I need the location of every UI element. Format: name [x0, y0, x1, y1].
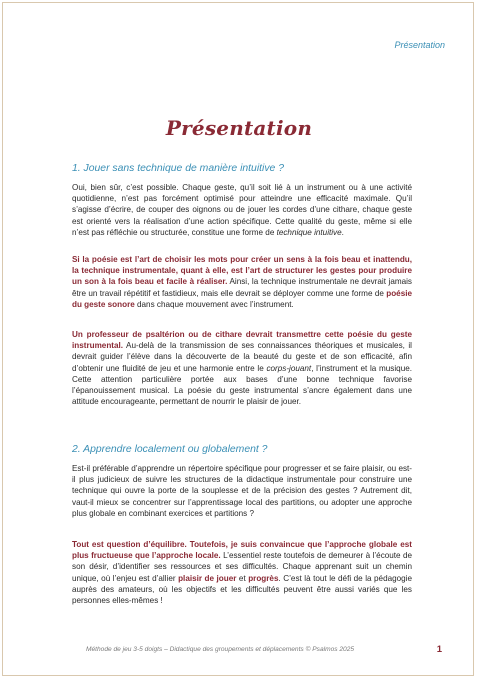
paragraph-text: L’essentiel reste toutefois de demeurer à l’écoute de son désir, d’identifier ses ressources et ses difficultés. Chaque apprenant suit un chemin unique, où l’enjeu est d’allier — [72, 551, 413, 583]
paragraph-text: et — [236, 573, 249, 583]
paragraph-text: dans chaque mouvement avec l’instrument. — [134, 299, 294, 309]
paragraph-text: Au-delà de la transmission de ses connaissances théoriques et musicales, il devrait guider l’élève dans la découverte de la beauté du geste et de son efficacité, afin d’obtenir une fluidité de jeu et une harmonie entre le — [72, 341, 412, 373]
section-heading-2: 2. Apprendre localement ou globalement ? — [72, 444, 268, 455]
paragraph-1-2 — [72, 254, 412, 310]
italic-term: technique intuitive — [276, 227, 342, 237]
highlight-text: progrès — [248, 573, 279, 583]
section-heading-1: 1. Jouer sans technique de manière intuitive ? — [72, 163, 284, 174]
paragraph-2-2 — [72, 539, 412, 606]
highlight-text: Tout est question d’équilibre. Toutefois, je suis convaincue que l’approche globale est plus fructueuse que l’approche locale. — [72, 540, 412, 561]
page-number: 1 — [436, 644, 442, 655]
highlight-text: Un professeur de psaltérion ou de cithare devrait transmettre cette poésie du geste instrumental. — [72, 330, 412, 351]
paragraph-text: Oui, bien sûr, c’est possible. Chaque geste, qu’il soit lié à un instrument ou à une activité quotidienne, n’est pas forcément optimisé pour atteindre une efficacité maximale. Qu’il s’agisse d’écrire, de couper des oignons ou de jouer les cordes d’une cithare, chaque geste est orienté vers la réalisation d’une action spécifique. Cette qualité du geste, même si elle n’est pas réfléchie ou structurée, constitue une forme de — [72, 183, 412, 237]
paragraph-text: . — [341, 227, 344, 237]
paragraph-text: . C’est là tout le défi de la pédagogie auprès des amateurs, où les objectifs et les difficultés peuvent être aussi variés que les personnes elles-mêmes ! — [72, 573, 412, 606]
italic-term: corps-jouant — [266, 363, 312, 373]
page-title: Présentation — [165, 116, 313, 140]
page-footer: Méthode de jeu 3-5 doigts – Didactique des groupements et déplacements © Psalmos 2025 — [86, 646, 355, 653]
paragraph-1-1 — [72, 182, 412, 238]
highlight-text: Si la poésie est l’art de choisir les mots pour créer un sens à la fois beau et inattendu, la technique instrumentale, quant à elle, est l’art de structurer les gestes pour produire un son à la fois beau et facile à réaliser. — [72, 255, 412, 287]
paragraph-text: Ainsi, la technique instrumentale ne devrait jamais être un travail répétitif et fastidieux, mais elle devrait se déployer comme une forme de — [72, 277, 412, 298]
running-head: Présentation — [394, 40, 445, 50]
paragraph-1-3 — [72, 329, 412, 407]
highlight-text: plaisir de jouer — [178, 573, 237, 583]
paragraph-text: Est-il préférable d’apprendre un répertoire spécifique pour progresser et se faire plaisir, ou est-il plus judicieux de suivre les structures de la didactique instrumentale pour construire une technique qui ouvre la porte de la souplesse et de la précision des gestes ? Autrement dit, vaut-il mieux se concentrer sur l’apprentissage local des partitions, ou adopter une approche plus globale en combinant exercices et partitions ? — [72, 464, 412, 518]
highlight-text: poésie du geste sonore — [72, 288, 412, 309]
paragraph-text: , l’instrument et la musique. Cette attention particulière portée aux bases d’une bonne technique favorise l’épanouissement musical. La poésie du geste instrumental s’ancre également dans une attitude encourageante, permettant de nourrir le plaisir de jouer. — [72, 363, 412, 407]
paragraph-2-1 — [72, 463, 412, 519]
